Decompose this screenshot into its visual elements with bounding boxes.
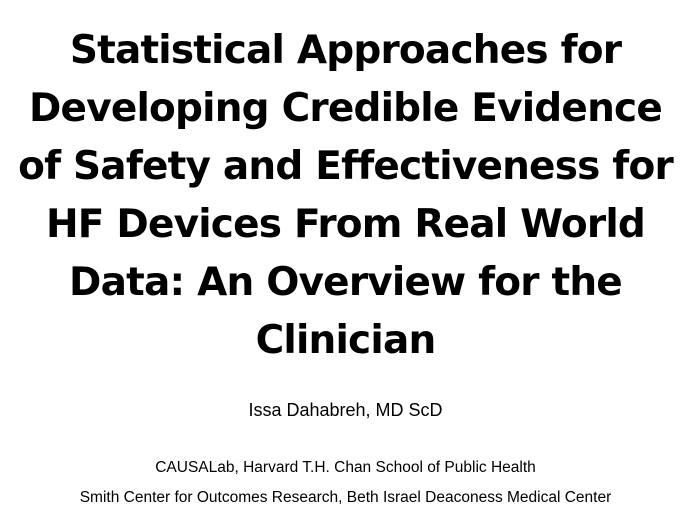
slide-title xyxy=(0,22,691,370)
affiliation-causalab: CAUSALab, Harvard T.H. Chan School of Public Health xyxy=(155,459,536,476)
title-line: Clinician xyxy=(255,318,436,363)
title-line: of Safety and Effectiveness for xyxy=(18,144,673,189)
title-line: Statistical Approaches for xyxy=(69,28,622,73)
affiliation-smith-center: Smith Center for Outcomes Research, Beth Israel Deaconess Medical Center xyxy=(79,489,612,506)
author-name: Issa Dahabreh, MD ScD xyxy=(248,400,443,420)
title-line: HF Devices From Real World xyxy=(45,202,646,247)
title-line: Data: An Overview for the xyxy=(69,260,622,305)
title-line: Developing Credible Evidence xyxy=(28,86,663,131)
